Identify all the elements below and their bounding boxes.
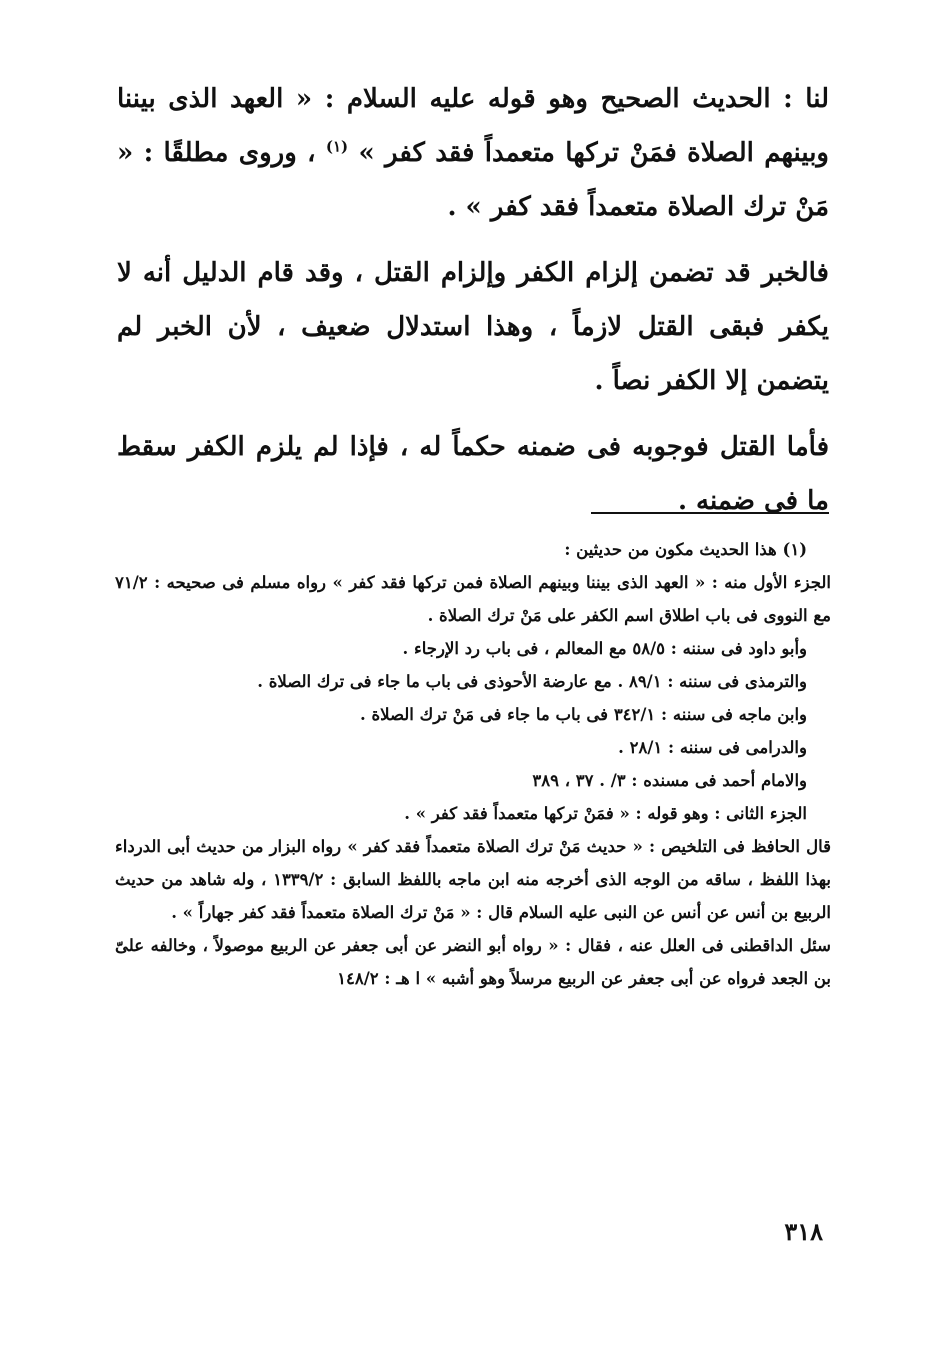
paragraph-2: فالخبر قد تضمن إلزام الكفر وإلزام القتل ، وقد قام الدليل أنه لا يكفر فبقى القتل لازماً ، وهذا استدلال ضعيف ، لأن الخبر لم يتضمن إلا الكفر نصاً . [117, 258, 829, 396]
footnote-ahmad: والامام أحمد فى مسنده : ٣/ . ٣٧ ، ٣٨٩ [532, 771, 807, 790]
footnotes [115, 533, 831, 995]
footnote-darimi: والدرامى فى سننه : ٢٨/١ . [618, 738, 807, 757]
footnote-tirmidhi: والترمذى فى سننه : ٨٩/١ . مع عارضة الأحوذى فى باب ما جاء فى ترك الصلاة . [257, 672, 807, 691]
main-text [117, 72, 829, 540]
footnote-heading: (١) هذا الحديث مكون من حديثين : [564, 540, 807, 559]
footnote-daraqutni: سئل الداقطنى فى العلل عنه ، فقال : « رواه أبو النضر عن أبى جعفر عن الربيع موصولاً ، وخالفه علىّ بن الجعد فرواه عن أبى جعفر عن الربيع مرسلاً وهو أشبه » ا هـ : ١٤٨/٢ [115, 936, 831, 988]
footnote-ibn-majah: وابن ماجه فى سننه : ٣٤٢/١ فى باب ما جاء فى مَنْ ترك الصلاة . [359, 705, 807, 724]
footnote-ref-1: (١) [325, 137, 349, 156]
paragraph-3: فأما القتل فوجوبه فى ضمنه حكماً له ، فإذا لم يلزم الكفر سقط ما فى ضمنه . [117, 432, 829, 516]
footnote-talkhis: قال الحافظ فى التلخيص : « حديث مَنْ ترك الصلاة متعمداً فقد كفر » رواه البزار من حديث أبى الدرداء بهذا اللفظ ، ساقه من الوجه الذى أخرجه منه ابن ماجه باللفظ السابق : ١٣٣٩/٢ ، وله شاهد من حديث الربيع بن أنس عن أنس عن النبى عليه السلام قال : « مَنْ ترك الصلاة متعمداً فقد كفر جهاراً » . [115, 837, 831, 922]
paragraph-1-before: لنا : الحديث الصحيح وهو قوله عليه السلام : « العهد الذى بيننا وبينهم الصلاة فمَنْ تركها متعمداً فقد كفر » [117, 84, 829, 168]
paragraph-1 [117, 72, 829, 234]
footnote-separator [591, 512, 829, 514]
footnote-part-one: الجزء الأول منه : « العهد الذى بيننا وبينهم الصلاة فمن تركها فقد كفر » رواه مسلم فى صحيحه : ٧١/٢ مع النووى فى باب اطلاق اسم الكفر على مَنْ ترك الصلاة . [115, 573, 831, 625]
paragraph-1-after: ، وروى مطلقًا : « مَنْ ترك الصلاة متعمداً فقد كفر » . [117, 138, 829, 222]
page-number: ٣١٨ [784, 1217, 823, 1246]
footnote-part-two: الجزء الثانى : وهو قوله : « فمَنْ تركها متعمداً فقد كفر » . [404, 804, 807, 823]
footnote-abu-dawud: وأبو داود فى سننه : ٥٨/٥ مع المعالم ، فى باب رد الإرجاء . [402, 639, 807, 658]
